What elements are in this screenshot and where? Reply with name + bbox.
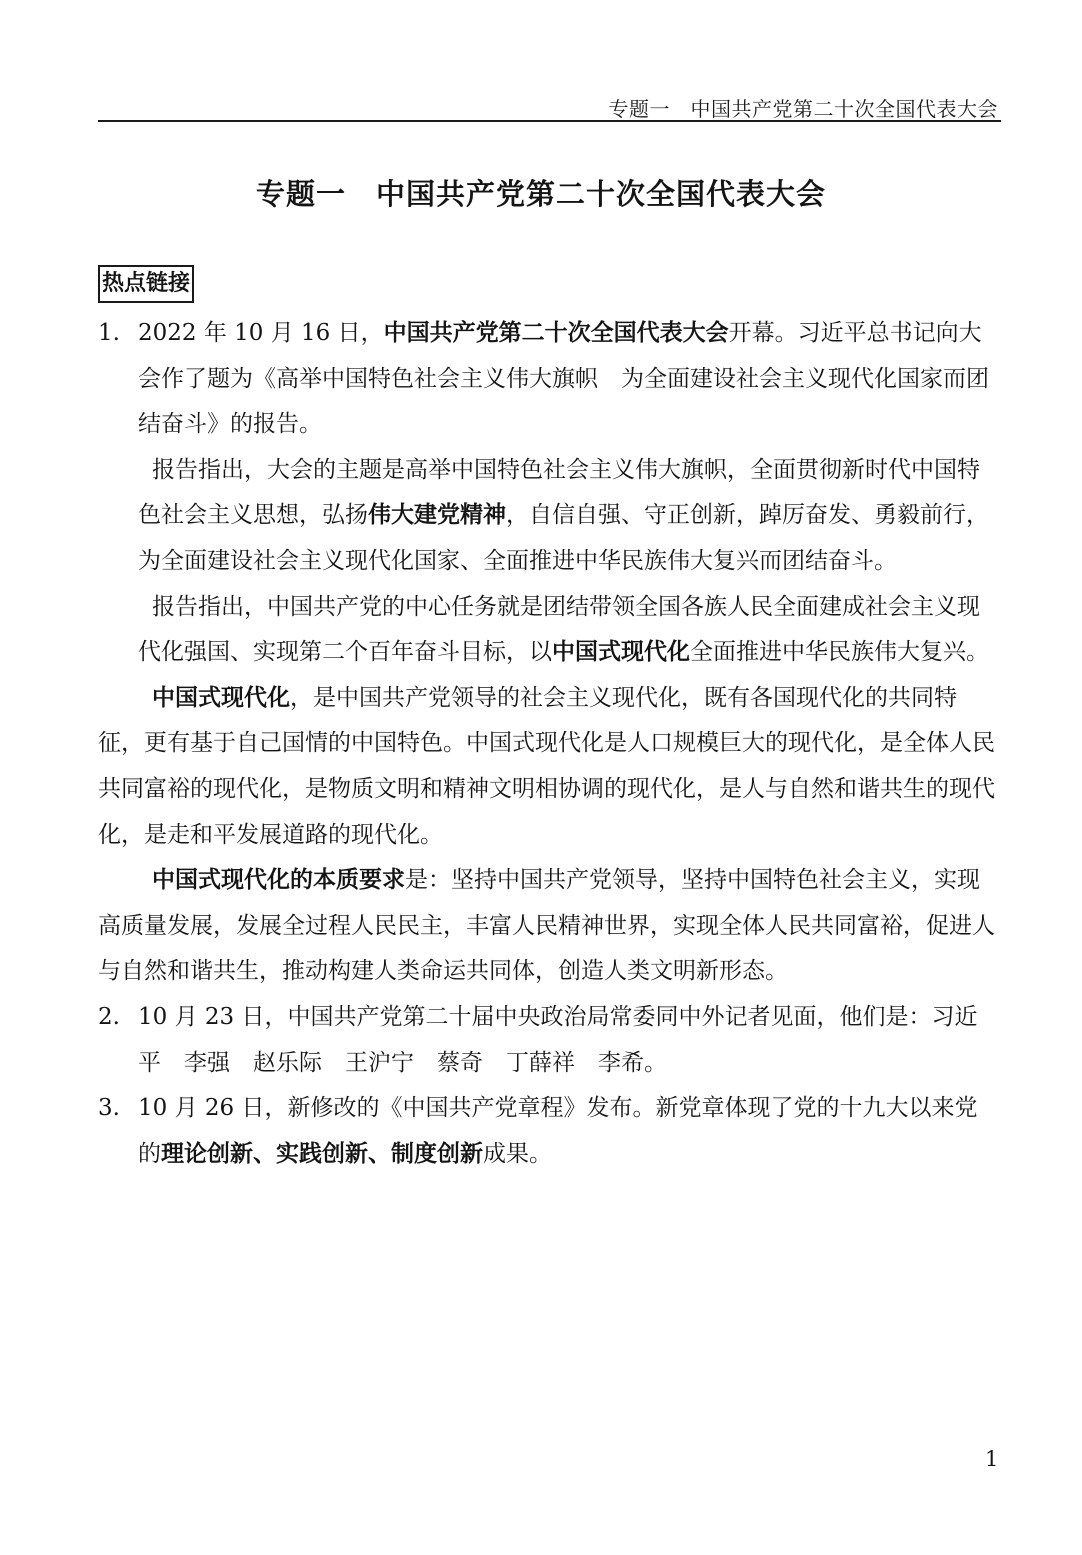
bold-text: 伟大建党精神	[368, 502, 506, 529]
paragraph-text: 是：坚持中国共产党领导，坚持中国特色社会主义，实现高质量发展，发展全过程人民民主，丰富人民精神世界，实现全体人民共同富裕，促进人与自然和谐共生，推动构建人类命运共同体，创造人类文明新形态。	[98, 867, 995, 985]
item-number: 3.	[98, 1095, 120, 1122]
report-paragraph	[98, 585, 998, 676]
list-item-1	[98, 311, 998, 448]
paragraph-text: 报告指出，大会的主题是高举中国特色社会主义伟大旗帜，全面贯彻新时代中国特色社会主义思想，弘扬	[138, 456, 980, 529]
running-header: 专题一 中国共产党第二十次全国代表大会	[608, 97, 998, 121]
item-text: 10 月 23 日，中国共产党第二十届中央政治局常委同中外记者见面，他们是：习近平 李强 赵乐际 王沪宁 蔡奇 丁薛祥 李希。	[138, 1003, 978, 1076]
item-text: 成果。	[483, 1140, 552, 1167]
item-bold-text: 中国共产党第二十次全国代表大会	[383, 320, 729, 346]
header-rule	[98, 120, 1001, 122]
item-number: 1.	[98, 320, 120, 346]
section-label: 热点链接	[98, 265, 194, 303]
page-number: 1	[985, 1447, 999, 1471]
chapter-title: 专题一 中国共产党第二十次全国代表大会	[255, 177, 826, 211]
modernization-paragraph	[98, 676, 998, 858]
list-item-2	[98, 995, 998, 1086]
paragraph-text: ，自信自强、守正创新，踔厉奋发、勇毅前行，为全面建设社会主义现代化国家、全面推进中华民族伟大复兴而团结奋斗。	[138, 502, 989, 574]
bold-text: 中国式现代化的本质要求	[152, 867, 405, 894]
requirements-paragraph	[98, 858, 998, 995]
paragraph-text: 全面推进中华民族伟大复兴。	[690, 639, 989, 666]
item-number: 2.	[98, 1003, 120, 1030]
list-item-3	[98, 1086, 998, 1177]
bold-text: 中国式现代化	[552, 639, 690, 666]
paragraph-text: 报告指出，中国共产党的中心任务就是团结带领全国各族人民全面建成社会主义现代化强国、实现第二个百年奋斗目标，以	[138, 593, 980, 666]
paragraph-text: ，是中国共产党领导的社会主义现代化，既有各国现代化的共同特征，更有基于自己国情的中国特色。中国式现代化是人口规模巨大的现代化，是全体人民共同富裕的现代化，是物质文明和精神文明相协调的现代化，是人与自然和谐共生的现代化，是走和平发展道路的现代化。	[98, 684, 995, 848]
item-text: 2022 年 10 月 16 日，	[138, 320, 384, 346]
bold-text: 中国式现代化	[152, 684, 290, 711]
item-text: 10 月 26 日，新修改的《中国共产党章程》发布。新党章体现了党的十九大以来党的	[138, 1095, 978, 1167]
item-bold-text: 理论创新、实践创新、制度创新	[161, 1140, 483, 1167]
content-body	[98, 311, 998, 1177]
report-paragraph	[98, 448, 998, 585]
item-text: 开幕。习近平总书记向大会作了题为《高举中国特色社会主义伟大旗帜 为全面建设社会主义现代化国家而团结奋斗》的报告。	[138, 320, 989, 438]
